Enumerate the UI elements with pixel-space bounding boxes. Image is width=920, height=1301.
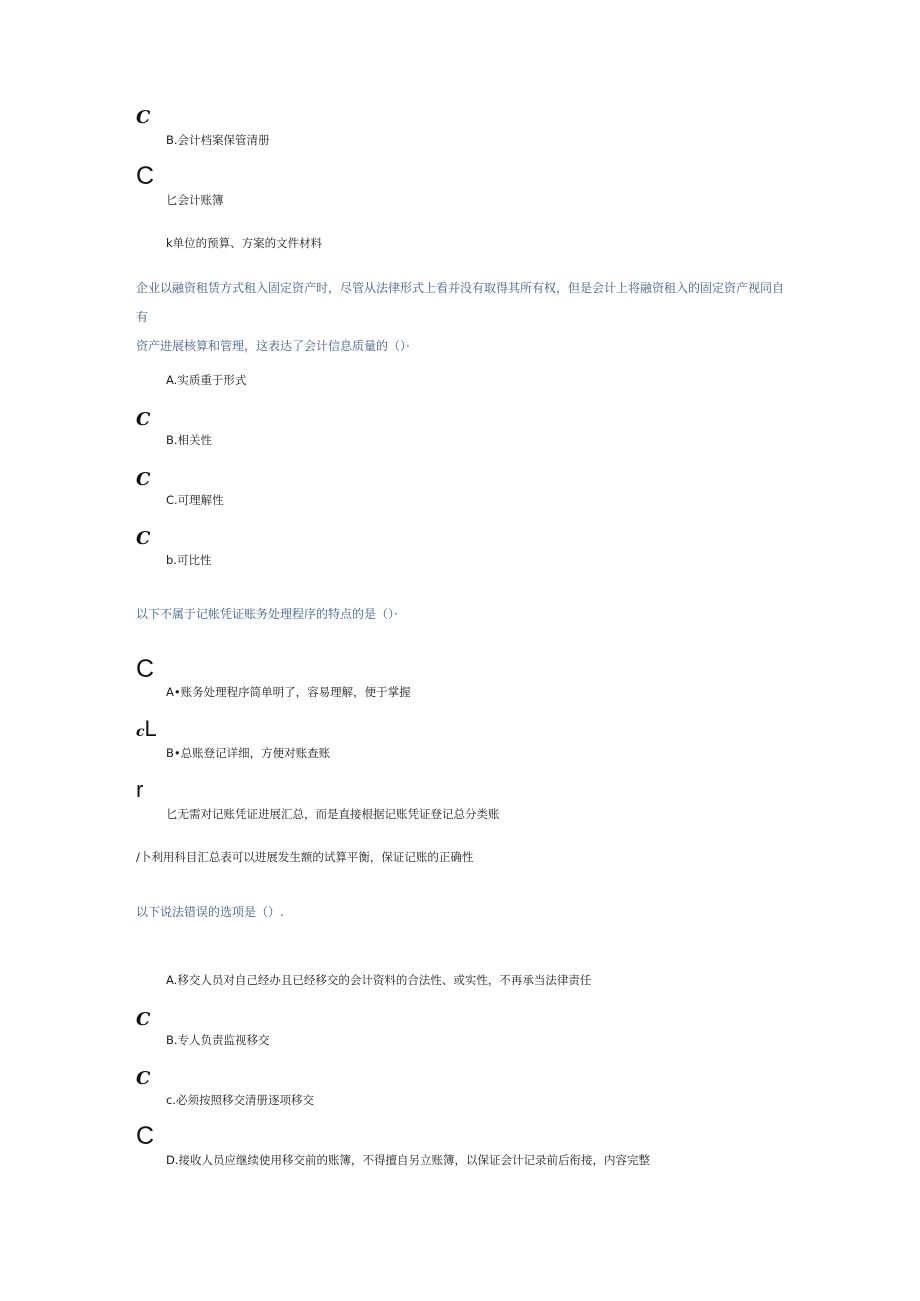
radio-glyph-bar: L (144, 716, 157, 741)
question-2-text (136, 274, 786, 361)
option-a-label: A•账务处理程序简单明了，容易理解，便于掌握 (166, 685, 411, 699)
option-a-label[interactable]: A.实质重于形式 (166, 373, 247, 387)
option-b-label: B.相关性 (166, 433, 213, 447)
option-c-label: C.可理解性 (166, 493, 224, 507)
radio-option-c[interactable]: C (136, 162, 155, 190)
question-4-text: 以下说法错误的选项是（）. (136, 905, 284, 919)
option-a-label[interactable]: A.移交人员对自己经办且已经移交的会计资料的合法性、或实性，不再承当法律责任 (166, 973, 592, 987)
radio-option-c[interactable]: r (136, 777, 144, 802)
question-2-line-1: 企业以融资租赁方式租入固定资产时，尽管从法律形式上看并没有取得其所有权，但是会计上将融资租入的固定资产视同自有 (136, 281, 785, 324)
radio-option-d[interactable]: C (136, 1122, 155, 1150)
option-d-label: b.可比性 (166, 553, 212, 567)
radio-option-c[interactable]: C (136, 1068, 151, 1089)
radio-option-b[interactable]: C (136, 107, 151, 128)
option-c-label: 匕会计账簿 (166, 193, 224, 207)
radio-glyph: c (136, 724, 145, 740)
option-b-label: B.专人负责监视移交 (166, 1033, 270, 1047)
radio-option-d[interactable]: C (136, 528, 151, 549)
option-c-label: 匕无需对记账凭证进展汇总，而是直接根据记账凭证登记总分类账 (166, 807, 500, 821)
option-b-label: B•总账登记详细，方便对账查账 (166, 746, 331, 760)
option-c-label: c.必须按照移交清册逐项移交 (166, 1093, 314, 1107)
question-3-text: 以下不属于记帐凭证账务处理程序的特点的是（）· (136, 607, 398, 621)
question-2-line-2: 资产进展核算和管理，这表达了会计信息质量的（）· (136, 339, 410, 353)
option-d-label[interactable]: /卜利用科目汇总表可以进展发生额的试算平衡，保证记账的正确性 (136, 850, 474, 864)
option-d-label: k单位的预算、方案的文件材料 (166, 236, 323, 250)
option-d-label: D.接收人员应继续使用移交前的账簿，不得擅自另立账簿，以保证会计记录前后衔接，内容完整 (166, 1153, 651, 1167)
radio-option-b[interactable]: C (136, 409, 151, 430)
radio-option-b[interactable] (136, 718, 157, 743)
option-b-label: B.会计档案保管清册 (166, 133, 270, 147)
radio-option-c[interactable]: C (136, 469, 151, 490)
radio-option-b[interactable]: C (136, 1009, 151, 1030)
radio-option-a[interactable]: C (136, 655, 155, 683)
